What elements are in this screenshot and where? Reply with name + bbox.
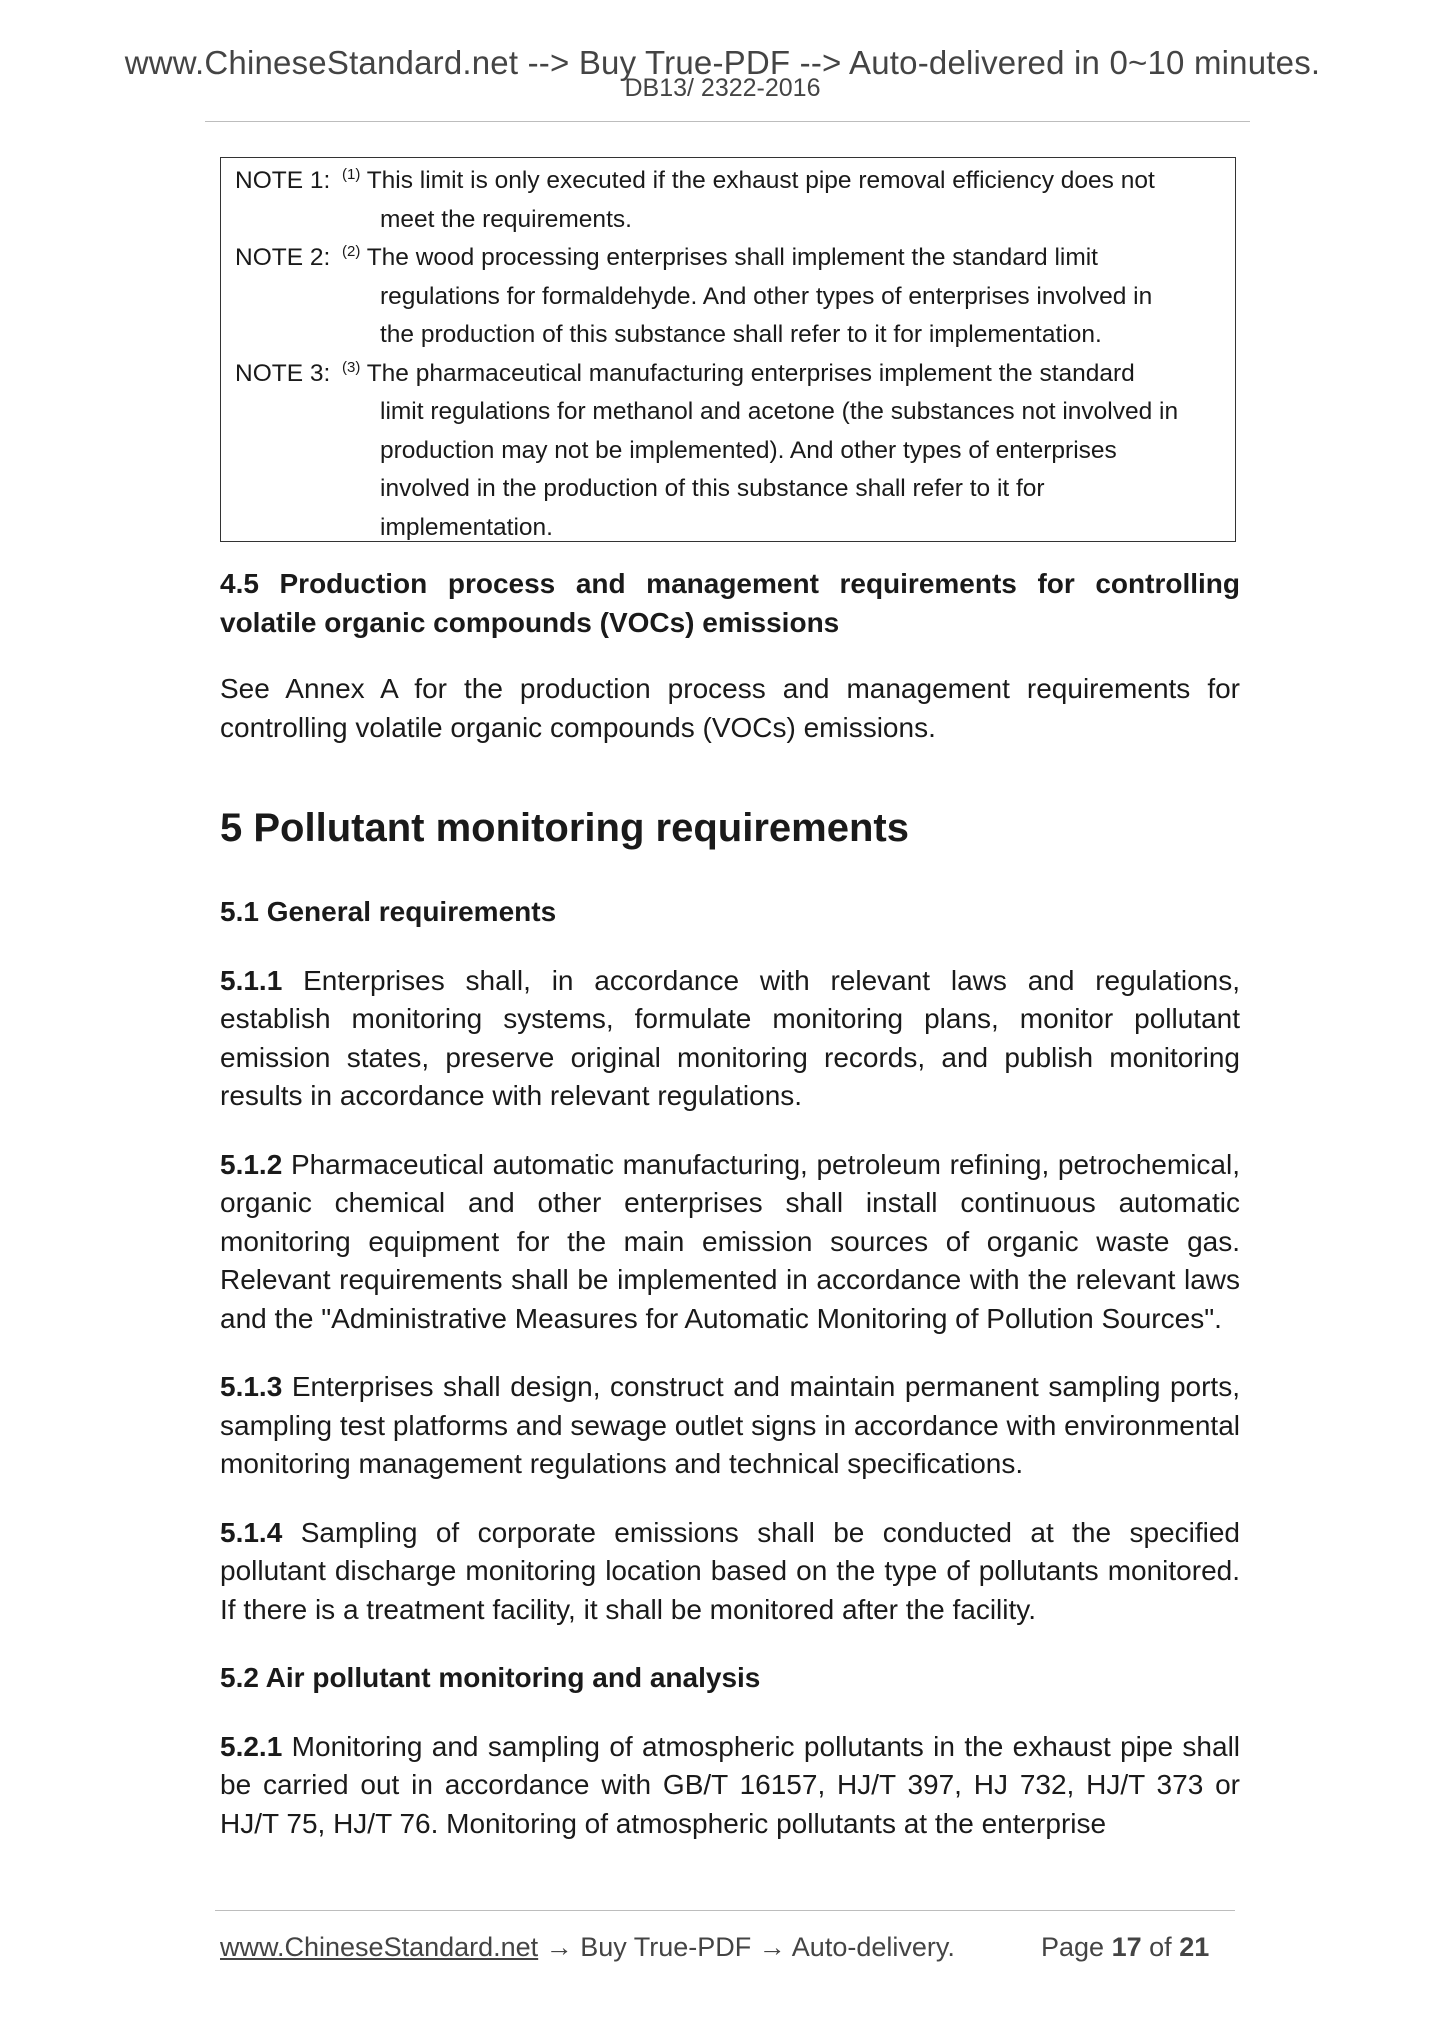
clause-5-1-1	[220, 962, 1240, 1116]
top-banner: www.ChineseStandard.net --> Buy True-PDF --> Auto-delivered in 0~10 minutes.	[124, 44, 1321, 81]
of-label: of	[1149, 1932, 1172, 1962]
footer-site-link[interactable]: www.ChineseStandard.net	[220, 1932, 539, 1962]
clause-5-2-1	[220, 1728, 1240, 1844]
clause-text: Pharmaceutical automatic manufacturing, petroleum refining, petrochemical, organic chemical and other enterprises shall install continuous automatic monitoring equipment for the main emission sources of organic waste gas. Relevant requirements shall be implemented in accordance with the relevant laws and the "Administrative Measures for Automatic Monitoring of Pollution Sources".	[220, 1148, 1240, 1334]
note-continuation: meet the requirements.	[380, 205, 632, 233]
document-id: DB13/ 2322-2016	[624, 74, 821, 102]
note-text: This limit is only executed if the exhaust pipe removal efficiency does not	[366, 167, 1155, 194]
note-label: NOTE 1:	[235, 167, 331, 194]
page-total: 21	[1179, 1932, 1210, 1962]
footer-buy-text: Buy True-PDF	[580, 1932, 752, 1962]
note-text: The wood processing enterprises shall implement the standard limit	[366, 244, 1098, 271]
clause-text: Monitoring and sampling of atmospheric pollutants in the exhaust pipe shall be carried out in accordance with GB/T 16157, HJ/T 397, HJ 732, HJ/T 373 or HJ/T 75, HJ/T 76. Monitoring of atmospheric pollutants at the enterprise	[220, 1730, 1241, 1839]
footer-delivery-text: Auto-delivery.	[791, 1932, 955, 1962]
section-5-heading: 5 Pollutant monitoring requirements	[220, 806, 909, 850]
arrow-icon: →	[758, 1932, 786, 1962]
note-label: NOTE 2:	[235, 244, 331, 271]
note-2	[235, 239, 1215, 278]
section-5-1-heading: 5.1 General requirements	[220, 896, 557, 927]
note-continuation: regulations for formaldehyde. And other types of enterprises involved in	[380, 282, 1153, 310]
notes-box	[220, 157, 1236, 542]
note-marker: (2)	[342, 243, 361, 260]
clause-5-1-4	[220, 1514, 1240, 1630]
document-body	[220, 565, 1240, 1843]
note-marker: (3)	[342, 358, 361, 376]
note-3	[235, 355, 1215, 394]
note-marker: (1)	[342, 166, 361, 183]
section-4-5-heading: 4.5 Production process and management requirements for controlling volatile organic compounds (VOCs) emissions	[220, 568, 1240, 638]
footer-divider	[215, 1910, 1235, 1911]
section-5-2-heading: 5.2 Air pollutant monitoring and analysis	[220, 1662, 761, 1693]
arrow-icon: →	[545, 1932, 573, 1962]
page-indicator	[1041, 1932, 1209, 1963]
clause-number: 5.1.1	[220, 964, 283, 996]
clause-5-1-3	[220, 1368, 1240, 1484]
clause-number: 5.1.4	[220, 1516, 283, 1548]
section-4-5-paragraph: See Annex A for the production process and management requirements for controlling volatile organic compounds (VOCs) emissions.	[220, 673, 1240, 743]
note-continuation: production may not be implemented). And other types of enterprises	[380, 436, 1117, 464]
footer-promo	[220, 1932, 955, 1963]
clause-5-1-2	[220, 1146, 1240, 1339]
clause-text: Enterprises shall, in accordance with relevant laws and regulations, establish monitoring systems, formulate monitoring plans, monitor pollutant emission states, preserve original monitoring records, and publish monitoring results in accordance with relevant regulations.	[220, 964, 1240, 1111]
note-continuation: the production of this substance shall refer to it for implementation.	[380, 321, 1102, 348]
note-continuation: limit regulations for methanol and acetone (the substances not involved in	[380, 398, 1179, 425]
clause-text: Enterprises shall design, construct and maintain permanent sampling ports, sampling test platforms and sewage outlet signs in accordance with environmental monitoring management regulations and technical specifications.	[220, 1371, 1240, 1479]
clause-number: 5.1.3	[220, 1371, 283, 1402]
note-label: NOTE 3:	[235, 359, 331, 387]
note-1	[235, 162, 1215, 201]
note-continuation: involved in the production of this substance shall refer to it for	[380, 475, 1045, 502]
page-number: 17	[1111, 1932, 1142, 1962]
clause-number: 5.1.2	[220, 1148, 283, 1180]
note-continuation: implementation.	[380, 513, 553, 541]
clause-number: 5.2.1	[220, 1730, 283, 1762]
note-text: The pharmaceutical manufacturing enterprises implement the standard	[366, 359, 1135, 387]
header-divider	[205, 121, 1250, 122]
clause-text: Sampling of corporate emissions shall be conducted at the specified pollutant discharge monitoring location based on the type of pollutants monitored. If there is a treatment facility, it shall be monitored after the facility.	[220, 1516, 1240, 1625]
page-label: Page	[1041, 1932, 1105, 1962]
